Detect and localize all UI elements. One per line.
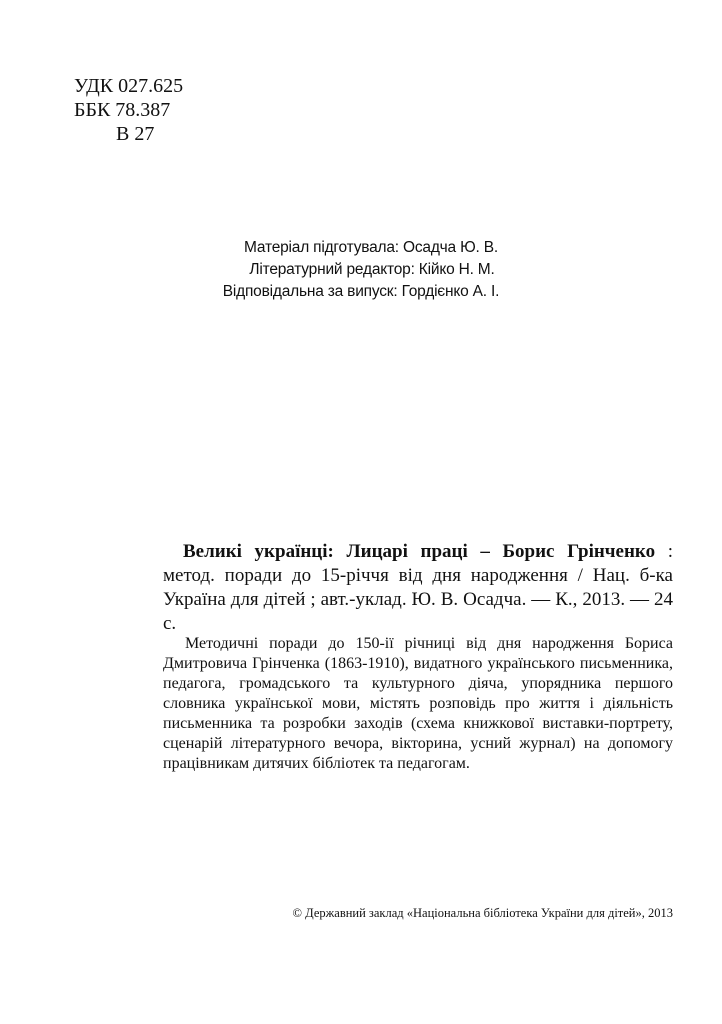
udk-code: УДК 027.625: [74, 75, 184, 97]
copyright-notice: © Державний заклад «Національна бібліотека України для дітей», 2013: [292, 906, 673, 920]
author-mark: В 27: [116, 123, 155, 145]
responsible-editor: Відповідальна за випуск: Гордієнко А. І.: [222, 283, 500, 300]
annotation-paragraph: Методичні поради до 150-ії річниці від дня народження Бориса Дмитровича Грінченка (1863-1910), видатного українського письменника, педагога, громадського та культурного діяча, упорядника першого словника української мови, містять розповідь про життя і діяльність письменника та розробки заходів (схема книжкової виставки-портрету, сценарій літературного вечора, вікторина, усний журнал) на допомогу працівникам дитячих бібліотек та педагогам.: [163, 635, 673, 772]
credits-block: [0, 237, 722, 303]
classification-codes: [74, 74, 183, 146]
book-title: Великі українці: Лицарі праці – Борис Грінченко: [183, 541, 656, 562]
bbk-code: ББК 78.387: [74, 99, 171, 121]
literary-editor: Літературний редактор: Кійко Н. М.: [249, 261, 495, 278]
bibliographic-record: [163, 540, 673, 636]
prepared-by: Матеріал підготувала: Осадча Ю. В.: [244, 239, 498, 256]
book-details: : метод. поради до 15-річчя від дня народження / Нац. б-ка Україна для дітей ; авт.-уклад. Ю. В. Осадча. — К., 2013. — 24 с.: [163, 541, 673, 634]
